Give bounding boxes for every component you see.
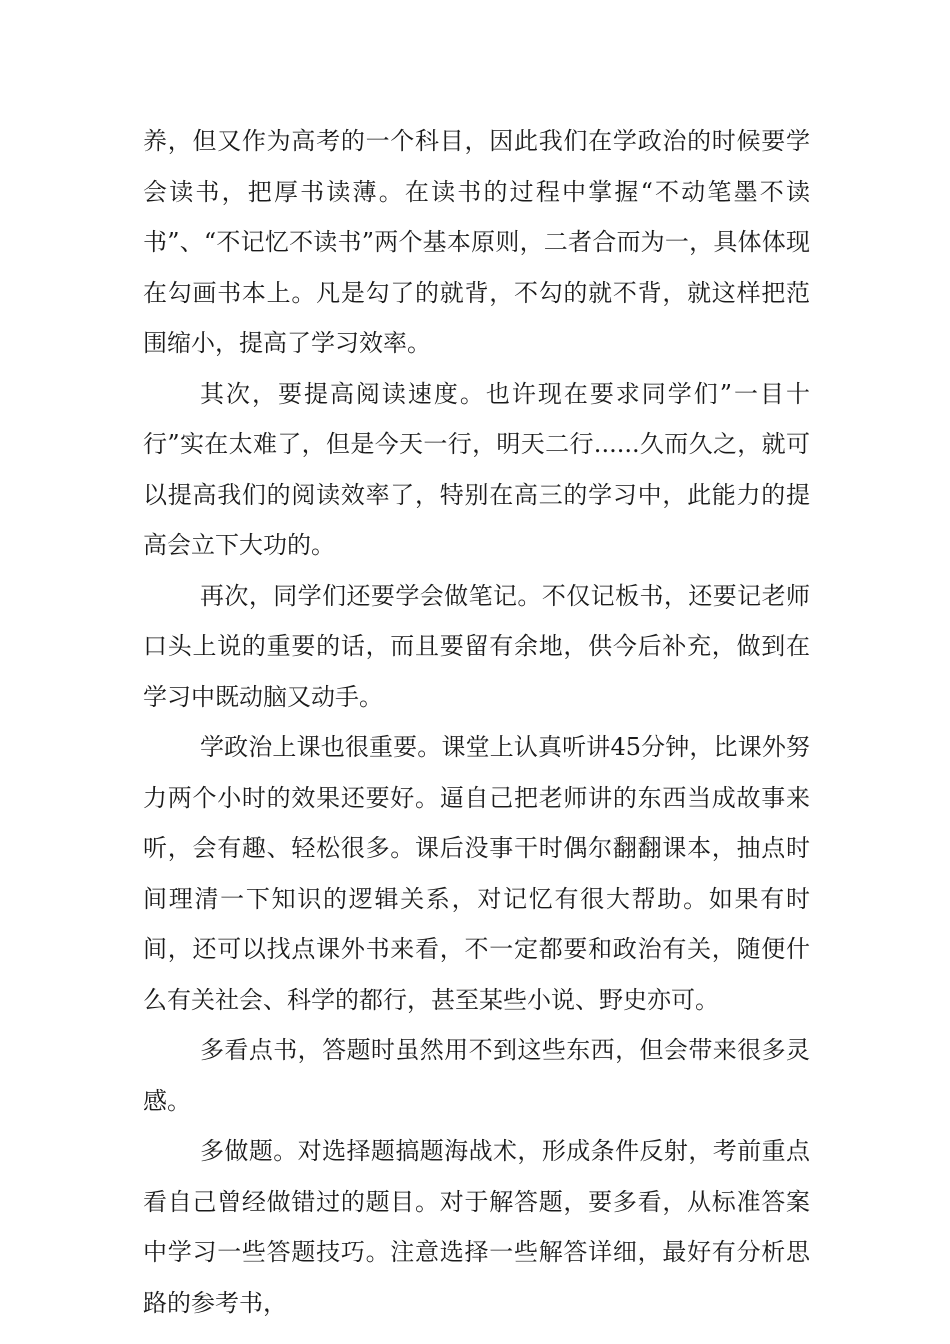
paragraph-note-taking: 再次，同学们还要学会做笔记。不仅记板书，还要记老师口头上说的重要的话，而且要留有余地，供今后补充，做到在学习中既动脑又动手。 [143,581,810,711]
document-body [143,116,810,1328]
paragraph-read-more: 多看点书，答题时虽然用不到这些东西，但会带来很多灵感。 [143,1036,810,1115]
paragraph-continuation: 养，但又作为高考的一个科目，因此我们在学政治的时候要学会读书，把厚书读薄。在读书的过程中掌握“不动笔墨不读书”、“不记忆不读书”两个基本原则，二者合而为一，具体体现在勾画书本上。凡是勾了的就背，不勾的就不背，就这样把范围缩小，提高了学习效率。 [143,127,810,357]
paragraph-class-listening: 学政治上课也很重要。课堂上认真听讲45分钟，比课外努力两个小时的效果还要好。逼自己把老师讲的东西当成故事来听，会有趣、轻松很多。课后没事干时偶尔翻翻课本，抽点时间理清一下知识的逻辑关系，对记忆有很大帮助。如果有时间，还可以找点课外书来看，不一定都要和政治有关，随便什么有关社会、科学的都行，甚至某些小说、野史亦可。 [143,733,810,1014]
paragraph-reading-speed: 其次，要提高阅读速度。也许现在要求同学们”一目十行”实在太难了，但是今天一行，明天二行......久而久之，就可以提高我们的阅读效率了，特别在高三的学习中，此能力的提高会立下大功的。 [143,379,810,559]
paragraph-practice: 多做题。对选择题搞题海战术，形成条件反射，考前重点看自己曾经做错过的题目。对于解答题，要多看，从标准答案中学习一些答题技巧。注意选择一些解答详细，最好有分析思路的参考书， [143,1137,810,1317]
